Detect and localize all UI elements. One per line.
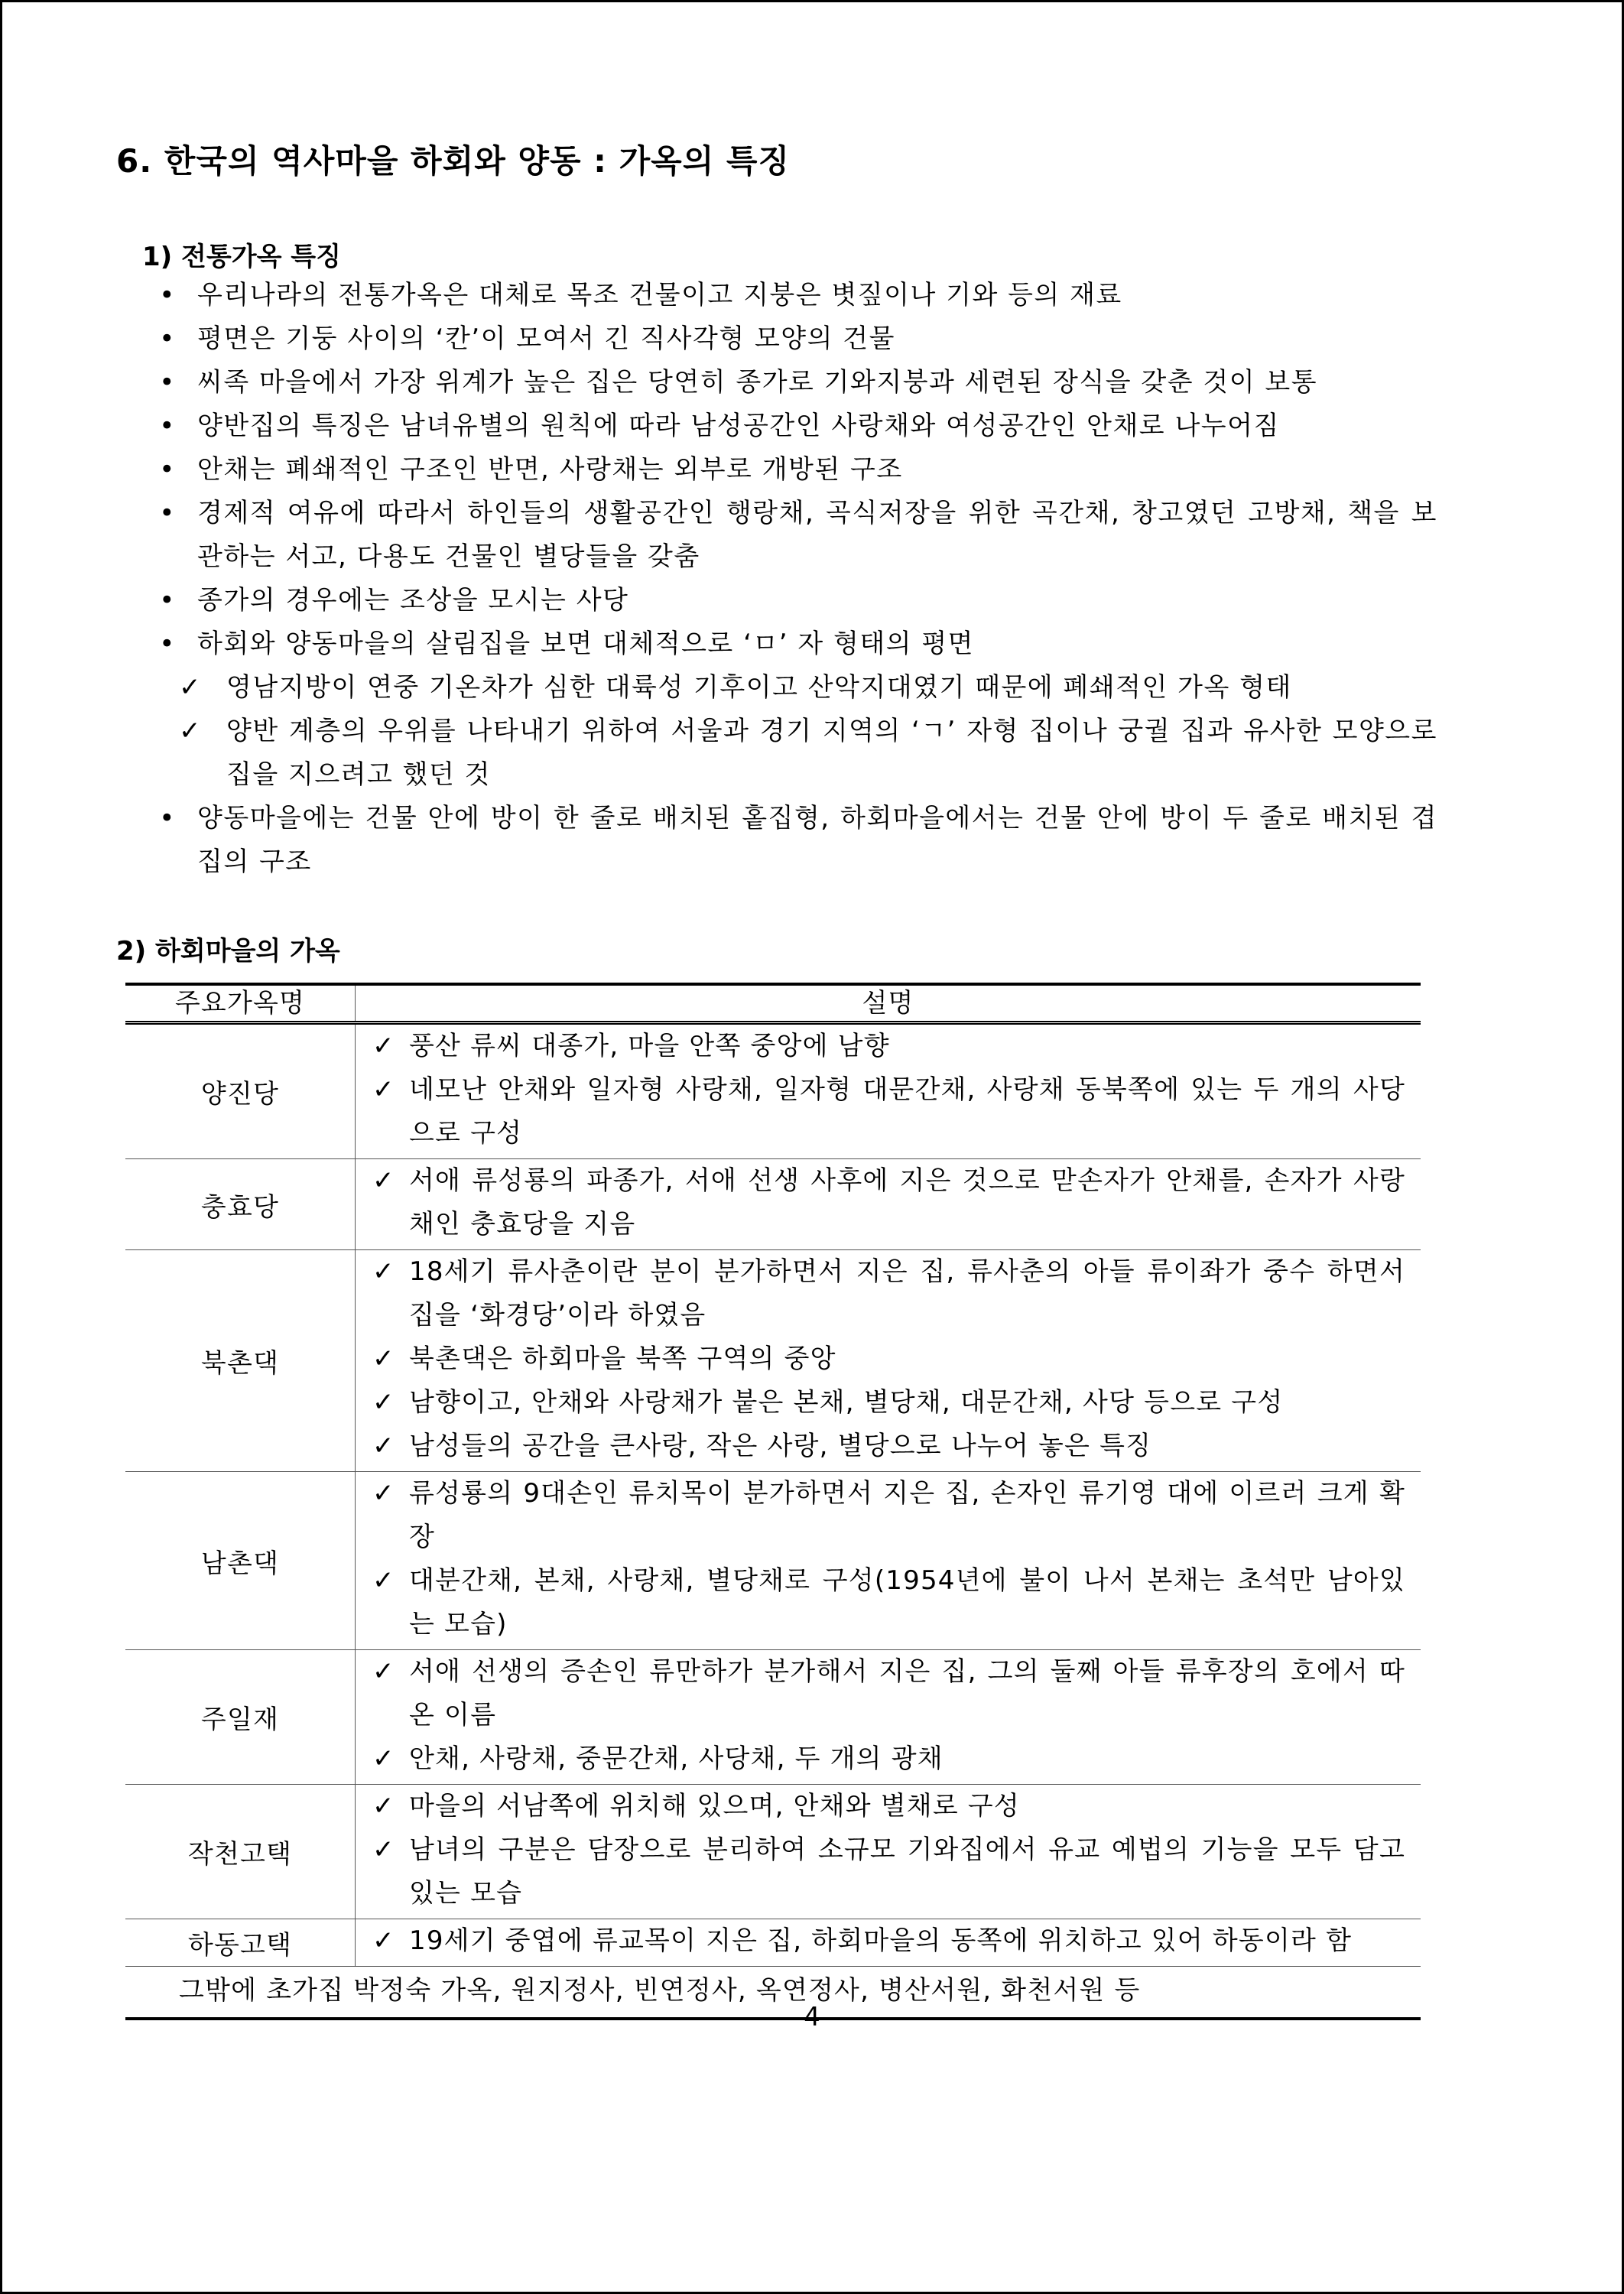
bullet-item: • 양동마을에는 건물 안에 방이 한 줄로 배치된 홑집형, 하회마을에서는 건물 안에 방이 두 줄로 배치된 겹집의 구조 <box>153 797 1437 884</box>
column-header-description: 설명 <box>356 984 1421 1023</box>
bullet-item: • 경제적 여유에 따라서 하인들의 생활공간인 행랑채, 곡식저장을 위한 곡간채, 창고였던 고방채, 책을 보관하는 서고, 다용도 건물인 별당들을 갖춤 <box>153 492 1437 579</box>
description-item: ✓ 풍산 류씨 대종가, 마을 안쪽 중앙에 남향 <box>372 1025 1405 1068</box>
check-icon: ✓ <box>372 1478 395 1509</box>
description-cell <box>356 1250 1421 1472</box>
house-name-cell: 충효당 <box>125 1159 356 1250</box>
page-number: 4 <box>804 2002 820 2032</box>
check-icon: ✓ <box>372 1565 395 1596</box>
bullet-icon: • <box>159 323 176 354</box>
table-row <box>125 1650 1421 1785</box>
bullet-icon: • <box>159 367 176 398</box>
check-icon: ✓ <box>372 1431 395 1461</box>
page-title: 6. 한국의 역사마을 하회와 양동 : 가옥의 특징 <box>116 142 791 180</box>
sub-bullet-item: ✓ 영남지방이 연중 기온차가 심한 대륙성 기후이고 산악지대였기 때문에 폐쇄적인 가옥 형태 <box>153 666 1437 710</box>
table-row <box>125 1023 1421 1159</box>
bullet-icon: • <box>159 498 176 528</box>
bullet-icon: • <box>159 629 176 659</box>
house-name-cell: 주일재 <box>125 1650 356 1785</box>
bullet-item: • 양반집의 특징은 남녀유별의 원칙에 따라 남성공간인 사랑채와 여성공간인 안채로 나누어짐 <box>153 405 1437 448</box>
description-item: ✓ 19세기 중엽에 류교목이 지은 집, 하회마을의 동쪽에 위치하고 있어 하동이라 함 <box>372 1919 1405 1963</box>
table-footer-note: 그밖에 초가집 박정숙 가옥, 원지정사, 빈연정사, 옥연정사, 병산서원, 화천서원 등 <box>125 1967 1421 2019</box>
column-header-house-name: 주요가옥명 <box>125 984 356 1023</box>
check-icon: ✓ <box>372 1256 395 1287</box>
description-item: ✓ 서애 류성룡의 파종가, 서애 선생 사후에 지은 것으로 맏손자가 안채를, 손자가 사랑채인 충효당을 지음 <box>372 1159 1405 1246</box>
table-row <box>125 1159 1421 1250</box>
description-item: ✓ 안채, 사랑채, 중문간채, 사당채, 두 개의 광채 <box>372 1737 1405 1781</box>
bullet-icon: • <box>159 803 176 833</box>
check-icon: ✓ <box>372 1031 395 1061</box>
description-cell <box>356 1919 1421 1967</box>
house-name-cell: 양진당 <box>125 1023 356 1159</box>
bullet-icon: • <box>159 585 176 616</box>
check-icon: ✓ <box>372 1925 395 1956</box>
bullet-icon: • <box>159 454 176 485</box>
table-row <box>125 1785 1421 1919</box>
description-item: ✓ 서애 선생의 증손인 류만하가 분가해서 지은 집, 그의 둘째 아들 류후장의 호에서 따온 이름 <box>372 1650 1405 1737</box>
description-cell <box>356 1159 1421 1250</box>
description-cell <box>356 1785 1421 1919</box>
description-item: ✓ 남녀의 구분은 담장으로 분리하여 소규모 기와집에서 유교 예법의 기능을 모두 담고 있는 모습 <box>372 1828 1405 1915</box>
description-item: ✓ 네모난 안채와 일자형 사랑채, 일자형 대문간채, 사랑채 동북쪽에 있는 두 개의 사당으로 구성 <box>372 1068 1405 1155</box>
check-icon: ✓ <box>372 1834 395 1865</box>
description-item: ✓ 대분간채, 본채, 사랑채, 별당채로 구성(1954년에 불이 나서 본채는 초석만 남아있는 모습) <box>372 1559 1405 1646</box>
house-name-cell: 북촌댁 <box>125 1250 356 1472</box>
check-icon: ✓ <box>372 1074 395 1105</box>
bullet-item: • 종가의 경우에는 조상을 모시는 사당 <box>153 579 1437 622</box>
description-cell <box>356 1023 1421 1159</box>
description-item: ✓ 남향이고, 안채와 사랑채가 붙은 본채, 별당채, 대문간채, 사당 등으로 구성 <box>372 1381 1405 1425</box>
traditional-house-bullet-list <box>153 274 1437 884</box>
check-icon: ✓ <box>372 1344 395 1374</box>
check-icon: ✓ <box>372 1387 395 1418</box>
check-icon: ✓ <box>372 1165 395 1196</box>
description-cell <box>356 1650 1421 1785</box>
bullet-item: • 평면은 기둥 사이의 ‘칸’이 모여서 긴 직사각형 모양의 건물 <box>153 317 1437 361</box>
check-icon: ✓ <box>372 1743 395 1774</box>
check-icon: ✓ <box>179 672 202 703</box>
bullet-icon: • <box>159 411 176 441</box>
section-heading-traditional-house: 1) 전통가옥 특징 <box>142 242 341 272</box>
check-icon: ✓ <box>372 1656 395 1687</box>
description-item: ✓ 마을의 서남쪽에 위치해 있으며, 안채와 별채로 구성 <box>372 1785 1405 1828</box>
bullet-item: • 씨족 마을에서 가장 위계가 높은 집은 당연히 종가로 기와지붕과 세련된 장식을 갖춘 것이 보통 <box>153 361 1437 405</box>
description-item: ✓ 남성들의 공간을 큰사랑, 작은 사랑, 별당으로 나누어 놓은 특징 <box>372 1425 1405 1468</box>
table-row <box>125 1919 1421 1967</box>
sub-bullet-item: ✓ 양반 계층의 우위를 나타내기 위하여 서울과 경기 지역의 ‘ㄱ’ 자형 집이나 궁궐 집과 유사한 모양으로 집을 지으려고 했던 것 <box>153 710 1437 797</box>
check-icon: ✓ <box>372 1791 395 1821</box>
section-heading-hahoe-houses: 2) 하회마을의 가옥 <box>116 936 340 967</box>
table-row <box>125 1472 1421 1650</box>
house-name-cell: 작천고택 <box>125 1785 356 1919</box>
description-cell <box>356 1472 1421 1650</box>
table-header-row <box>125 984 1421 1023</box>
house-name-cell: 하동고택 <box>125 1919 356 1967</box>
house-name-cell: 남촌댁 <box>125 1472 356 1650</box>
bullet-item: • 안채는 폐쇄적인 구조인 반면, 사랑채는 외부로 개방된 구조 <box>153 448 1437 492</box>
bullet-icon: • <box>159 280 176 310</box>
description-item: ✓ 북촌댁은 하회마을 북쪽 구역의 중앙 <box>372 1337 1405 1381</box>
table-row <box>125 1250 1421 1472</box>
description-item: ✓ 류성룡의 9대손인 류치목이 분가하면서 지은 집, 손자인 류기영 대에 이르러 크게 확장 <box>372 1472 1405 1559</box>
bullet-item: • 하회와 양동마을의 살림집을 보면 대체적으로 ‘ㅁ’ 자 형태의 평면 <box>153 622 1437 666</box>
bullet-item: • 우리나라의 전통가옥은 대체로 목조 건물이고 지붕은 볏짚이나 기와 등의 재료 <box>153 274 1437 317</box>
hahoe-houses-table <box>125 983 1421 2020</box>
description-item: ✓ 18세기 류사춘이란 분이 분가하면서 지은 집, 류사춘의 아들 류이좌가 중수 하면서 집을 ‘화경당’이라 하였음 <box>372 1250 1405 1337</box>
check-icon: ✓ <box>179 716 202 746</box>
